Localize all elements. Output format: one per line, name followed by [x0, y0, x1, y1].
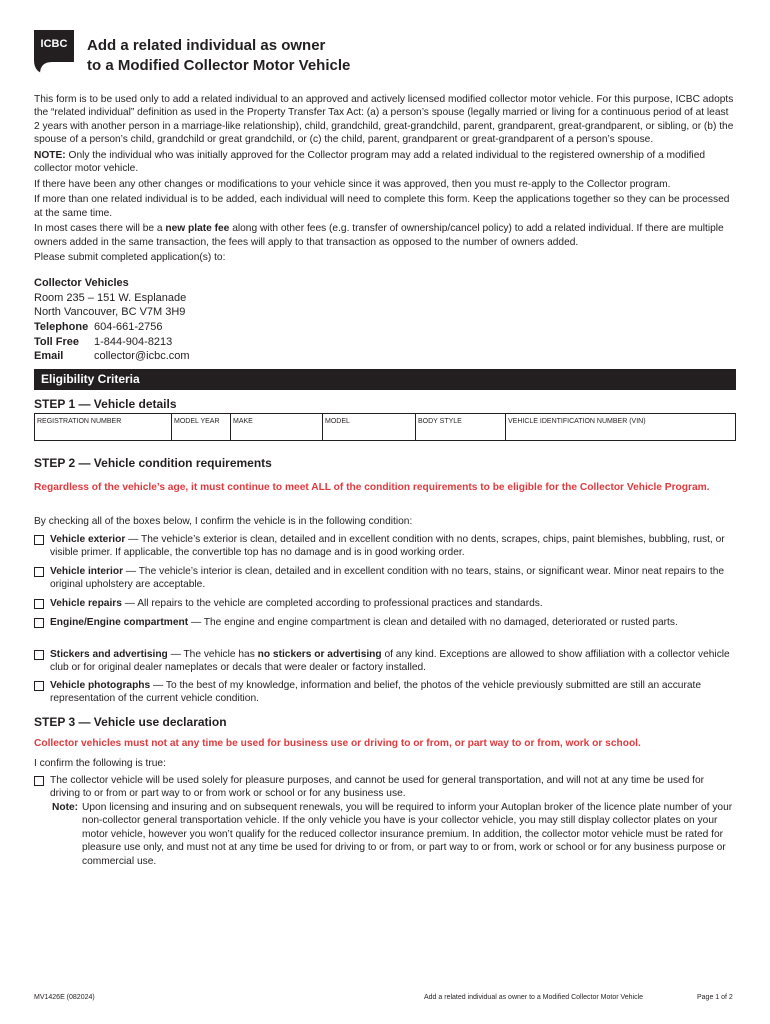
contact-name: Collector Vehicles — [34, 277, 129, 289]
intro-paragraph-3: If more than one related individual is to be added, each individual will need to complete this form. Keep the applications together so they can be processed at the same time. — [34, 194, 730, 219]
intro-paragraph-5: Please submit completed application(s) to: — [34, 251, 226, 263]
condition-item-engine: Engine/Engine compartment — The engine and engine compartment is clean and detailed with no damaged, deteriorated or rusted parts. — [34, 616, 736, 629]
step2-confirm-text: By checking all of the boxes below, I confirm the vehicle is in the following condition: — [34, 516, 413, 527]
use-declaration-checkbox[interactable] — [34, 776, 44, 786]
footer-form-id: MV1426E (082024) — [34, 994, 95, 1001]
exterior-checkbox[interactable] — [34, 535, 44, 545]
step2-title: STEP 2 — Vehicle condition requirements — [34, 456, 272, 470]
step3-confirm-text: I confirm the following is true: — [34, 758, 166, 769]
condition-item-interior: Vehicle interior — The vehicle’s interior is clean, detailed and in excellent condition with no tears, stains, or significant wear. Minor neat repairs to the original upholstery are acceptable. — [34, 565, 736, 592]
intro-paragraph-2: If there have been any other changes or modifications to your vehicle since it was approved, then you must re-apply to the Collector program. — [34, 178, 671, 190]
body-style-field[interactable]: BODY STYLE — [416, 414, 506, 440]
vehicle-details-table — [34, 413, 736, 441]
condition-item-exterior: Vehicle exterior — The vehicle’s exterior is clean, detailed and in excellent condition with no dents, scrapes, chips, paint blemishes, bubbling, rust, or visible primer. If applicable, the convertible top has no damage and is in good working order. — [34, 533, 736, 560]
intro-note: NOTE: Only the individual who was initially approved for the Collector program may add a related individual to the registered ownership of a modified collector motor vehicle. — [34, 149, 706, 175]
step1-title: STEP 1 — Vehicle details — [34, 397, 177, 411]
step3-note: Note: Upon licensing and insuring and on subsequent renewals, you will be required to inform your Autoplan broker of the licence plate number of your non-collector general transportation vehicle. If the only vehicle you have is your collector vehicle, you may still display collector plates on your motor vehicle, however you won’t qualify for the reduced collector insurance premium. In addition, the collector motor vehicle must be rated for pleasure use only, and must not at any time be used for driving to or from, or part way to or from, work or school or for any business purpose or commercial use. — [52, 802, 733, 867]
icbc-logo — [34, 30, 74, 74]
condition-item-repairs: Vehicle repairs — All repairs to the vehicle are completed according to professional practices and standards. — [34, 597, 736, 610]
use-declaration-item: The collector vehicle will be used solely for pleasure purposes, and cannot be used for general transportation, and will not at any time be used for driving to or from or part way to or from work or school or for any business use. — [34, 774, 736, 801]
title-line-2: to a Modified Collector Motor Vehicle — [87, 56, 351, 74]
step2-warning: Regardless of the vehicle’s age, it must continue to meet ALL of the condition requirements to be eligible for the Collector Vehicle Program. — [34, 482, 710, 493]
title-line-1: Add a related individual as owner — [87, 37, 326, 54]
page-title — [87, 36, 350, 75]
footer-page-number: Page 1 of 2 — [697, 994, 733, 1001]
intro-section — [34, 93, 736, 265]
vin-field[interactable]: VEHICLE IDENTIFICATION NUMBER (VIN) — [508, 418, 646, 425]
registration-number-field[interactable]: REGISTRATION NUMBER — [35, 414, 172, 440]
model-field[interactable]: MODEL — [323, 414, 416, 440]
intro-paragraph-1: This form is to be used only to add a related individual to an approved and actively licensed modified collector motor vehicle. For this purpose, ICBC adopts the “related individual” definition as used in the Property Transfer Tax Act: (a) a person’s spouse (legally married or living for a continuous period of at least 2 years with another person in a marriage-like relationship), child, grandchild, great-grandchild, parent, grandparent, great-grandparent, or sibling, or (b) the spouse of a person’s child, grandchild or great grandchild, or (c) the child, parent, grandparent or great-grandparent of a person’s spouse. — [34, 94, 734, 146]
stickers-checkbox[interactable] — [34, 650, 44, 660]
contact-tollfree: Toll Free 1-844-904-8213 — [34, 335, 173, 348]
contact-block — [34, 276, 190, 364]
footer-form-title: Add a related individual as owner to a Modified Collector Motor Vehicle — [424, 994, 644, 1001]
contact-address-1: Room 235 – 151 W. Esplanade — [34, 291, 187, 304]
model-year-field[interactable]: MODEL YEAR — [172, 414, 231, 440]
logo-text: ICBC — [40, 38, 68, 50]
condition-item-stickers: Stickers and advertising — The vehicle has no stickers or advertising of any kind. Exceptions are allowed to show affiliation with a collector vehicle club or for original dealer nameplates or decals that were dealer or factory installed. — [34, 648, 736, 675]
photographs-checkbox[interactable] — [34, 681, 44, 691]
step3-warning: Collector vehicles must not at any time be used for business use or driving to or from, or part way to or from, work or school. — [34, 738, 641, 749]
intro-paragraph-4: In most cases there will be a new plate fee along with other fees (e.g. transfer of ownership/cancel policy) to add a related individual. If there are multiple owners added in the same transaction, the fees will apply to that transaction as opposed to the number of owners added. — [34, 223, 724, 248]
contact-address-2: North Vancouver, BC V7M 3H9 — [34, 306, 186, 319]
interior-checkbox[interactable] — [34, 567, 44, 577]
condition-item-photographs: Vehicle photographs — To the best of my knowledge, information and belief, the photos of the vehicle previously submitted are still an accurate representation of the current vehicle condition. — [34, 679, 736, 706]
step3-title: STEP 3 — Vehicle use declaration — [34, 715, 227, 729]
make-field[interactable]: MAKE — [231, 414, 323, 440]
contact-telephone: Telephone 604-661-2756 — [34, 320, 163, 333]
engine-checkbox[interactable] — [34, 618, 44, 628]
repairs-checkbox[interactable] — [34, 599, 44, 609]
eligibility-criteria-band: Eligibility Criteria — [34, 369, 736, 390]
contact-email[interactable]: Email collector@icbc.com — [34, 350, 190, 363]
